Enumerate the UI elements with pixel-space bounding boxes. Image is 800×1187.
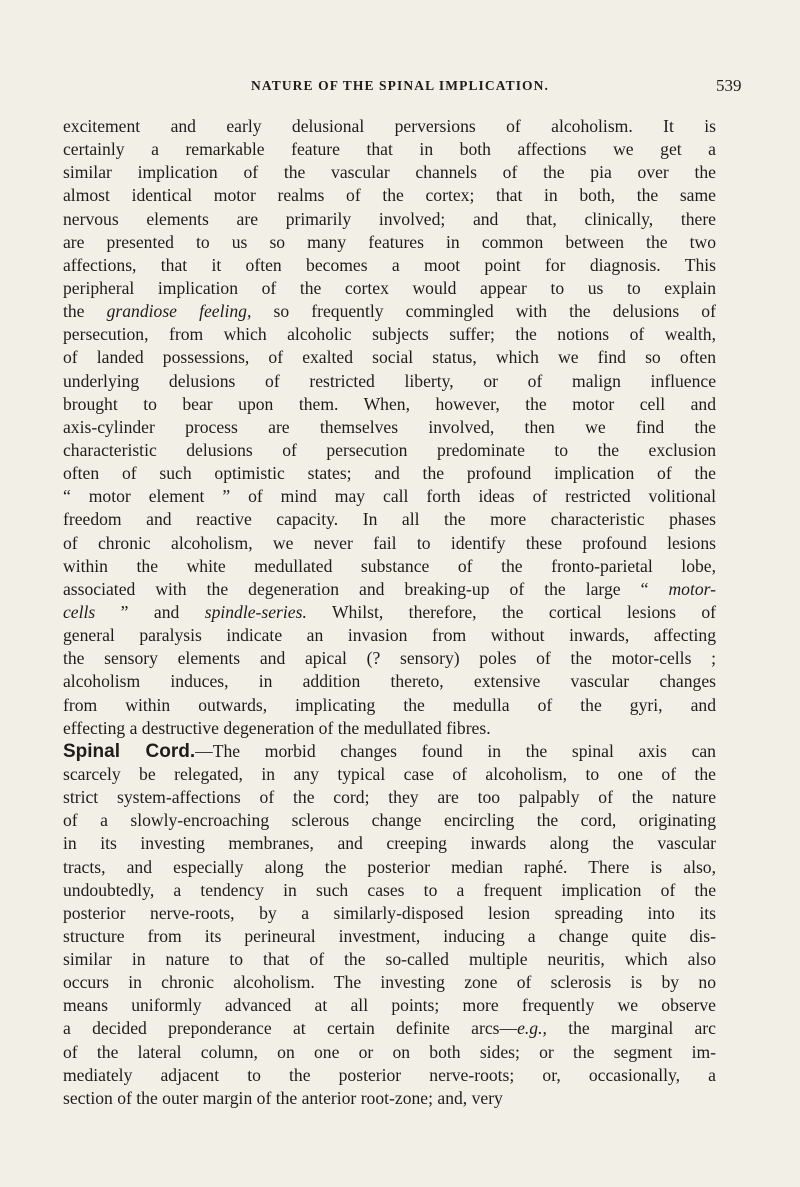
text-line [63, 601, 716, 624]
text-line [63, 1017, 716, 1040]
text-line: axis-cylinder process are themselves involved, then we find the [63, 416, 716, 437]
text-line: nervous elements are primarily involved; and that, clinically, there [63, 208, 716, 229]
text-line: structure from its perineural investment, inducing a change quite dis- [63, 925, 716, 946]
running-head: NATURE OF THE SPINAL IMPLICATION. [251, 78, 549, 93]
text-line: occurs in chronic alcoholism. The investing zone of sclerosis is by no [63, 972, 716, 993]
text-line: scarcely be relegated, in any typical case of alcoholism, to one of the [63, 763, 716, 784]
text-line: similar implication of the vascular channels of the pia over the [63, 162, 716, 183]
text-line: the sensory elements and apical (? sensory) poles of the motor-cells ; [63, 648, 716, 669]
text-line: certainly a remarkable feature that in both affections we get a [63, 139, 716, 160]
section-first-line [63, 740, 716, 763]
text-line: of the lateral column, on one or on both sides; or the segment im- [63, 1041, 716, 1062]
text-line: are presented to us so many features in common between the two [63, 231, 716, 252]
text-line: means uniformly advanced at all points; more frequently we observe [63, 995, 716, 1016]
paragraph-alcoholism-cortex [63, 115, 716, 740]
text-line: affections, that it often becomes a moot point for diagnosis. This [63, 254, 716, 275]
text-line: characteristic delusions of persecution predominate to the exclusion [63, 439, 716, 460]
italic-phrase: cells [63, 601, 96, 622]
section-first-line-text: —The morbid changes found in the spinal axis can [195, 740, 716, 761]
section-heading: Spinal Cord. [63, 740, 196, 762]
page-number: 539 [716, 76, 742, 95]
text-line: peripheral implication of the cortex would appear to us to explain [63, 277, 716, 298]
text-line: effecting a destructive degeneration of the medullated fibres. [63, 717, 491, 738]
text-line: mediately adjacent to the posterior nerve-roots; or, occasionally, a [63, 1064, 716, 1085]
line-segment: so frequently commingled with the delusions of [251, 301, 716, 322]
text-line: section of the outer margin of the anterior root-zone; and, very [63, 1087, 503, 1108]
text-line: from within outwards, implicating the medulla of the gyri, and [63, 694, 716, 715]
text-line: strict system-affections of the cord; they are too palpably of the nature [63, 787, 716, 808]
text-line: underlying delusions of restricted liberty, or of malign influence [63, 370, 716, 391]
text-line: within the white medullated substance of the fronto-parietal lobe, [63, 555, 716, 576]
line-segment: ” and [95, 601, 205, 622]
text-line: persecution, from which alcoholic subjects suffer; the notions of wealth, [63, 324, 716, 345]
text-line [63, 578, 716, 601]
text-line: of chronic alcoholism, we never fail to identify these profound lesions [63, 532, 716, 553]
text-line: almost identical motor realms of the cortex; that in both, the same [63, 185, 716, 206]
text-line: in its investing membranes, and creeping inwards along the vascular [63, 833, 716, 854]
paragraph-spinal-cord [63, 740, 716, 1110]
text-line: freedom and reactive capacity. In all the more characteristic phases [63, 509, 716, 530]
text-line: brought to bear upon them. When, however, the motor cell and [63, 393, 716, 414]
line-segment: the marginal arc [546, 1018, 716, 1039]
text-line: of landed possessions, of exalted social status, which we find so often [63, 347, 716, 368]
text-line: undoubtedly, a tendency in such cases to a frequent implication of the [63, 879, 716, 900]
text-line: posterior nerve-roots, by a similarly-disposed lesion spreading into its [63, 902, 716, 923]
page-header [0, 78, 800, 102]
italic-phrase: e.g., [517, 1018, 547, 1039]
text-line: “ motor element ” of mind may call forth ideas of restricted volitional [63, 486, 716, 507]
italic-phrase: motor- [668, 578, 716, 599]
text-line: of a slowly-encroaching sclerous change encircling the cord, originating [63, 810, 716, 831]
text-line: alcoholism induces, in addition thereto, extensive vascular changes [63, 671, 716, 692]
text-line: excitement and early delusional perversions of alcoholism. It is [63, 116, 716, 136]
line-segment: associated with the degeneration and breaking-up of the large “ [63, 578, 669, 599]
text-line: often of such optimistic states; and the profound implication of the [63, 463, 716, 484]
body-text [63, 115, 716, 1110]
text-line: general paralysis indicate an invasion from without inwards, affecting [63, 625, 716, 646]
line-segment: Whilst, therefore, the cortical lesions of [306, 601, 716, 622]
italic-phrase: grandiose feeling, [106, 301, 252, 322]
text-line: similar in nature to that of the so-called multiple neuritis, which also [63, 949, 716, 970]
line-segment: a decided preponderance at certain definite arcs— [63, 1018, 518, 1039]
text-line [63, 300, 716, 323]
line-segment: the [63, 301, 107, 322]
text-line: tracts, and especially along the posterior median raphé. There is also, [63, 856, 716, 877]
italic-phrase: spindle-series. [204, 601, 307, 622]
